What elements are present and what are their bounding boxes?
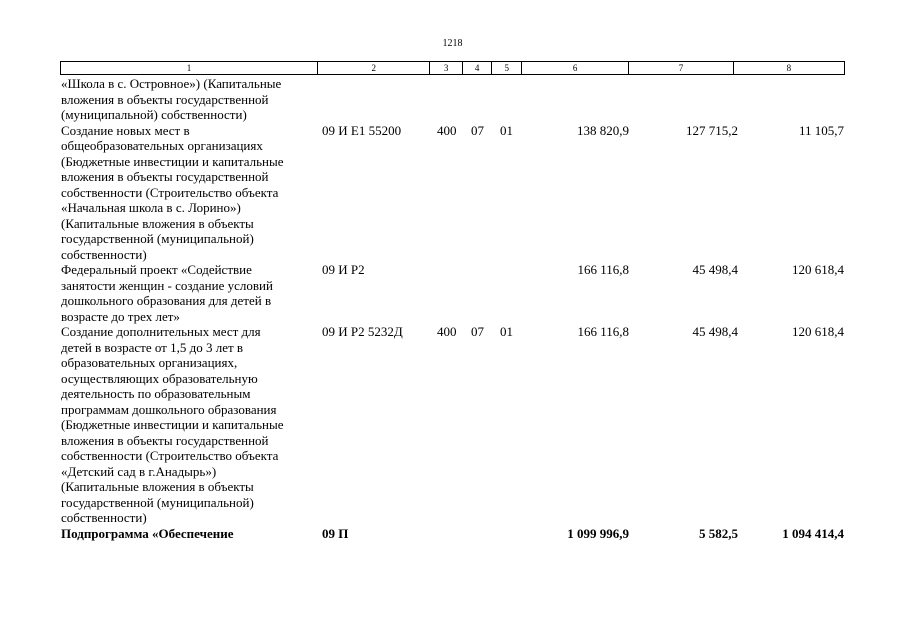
row-name-line: собственности): [61, 510, 147, 525]
row-name-line: вложения в объекты государственной: [61, 169, 269, 184]
row-name-line: государственной (муниципальной): [61, 231, 254, 246]
row-amount-col8: 120 618,4: [792, 324, 844, 339]
row-name-line: вложения в объекты государственной: [61, 91, 269, 107]
row-name-line: общеобразовательных организациях: [61, 138, 263, 153]
row-name-line: деятельность по образовательным: [61, 386, 251, 401]
row-name-line: Федеральный проект «Содействие: [61, 262, 252, 277]
row-amount-col7: 127 715,2: [686, 122, 738, 138]
row-name-line: собственности): [61, 246, 147, 262]
row-amount-col7: 45 498,4: [692, 262, 738, 277]
column-number-5: 5: [492, 62, 522, 74]
column-number-7: 7: [629, 62, 733, 74]
table-row: [0, 76, 905, 123]
row-section: 07: [471, 324, 484, 339]
row-name-line: Создание дополнительных мест для: [61, 324, 261, 339]
row-expense-type: 400: [437, 122, 457, 138]
row-subsection: 01: [500, 324, 513, 339]
row-name-line: (Бюджетные инвестиции и капитальные: [61, 153, 284, 169]
row-name-line: (Бюджетные инвестиции и капитальные: [61, 417, 284, 432]
row-name-line: (Капитальные вложения в объекты: [61, 479, 254, 494]
row-name-line: «Начальная школа в с. Лорино»): [61, 200, 241, 215]
row-name-line: собственности (Строительство объекта: [61, 448, 279, 463]
row-name: [61, 526, 323, 542]
row-name-line: осуществляющих образовательную: [61, 370, 258, 386]
row-name-line: «Детский сад в г.Анадырь»): [61, 463, 217, 479]
row-name-line: программам дошкольного образования: [61, 401, 277, 417]
table-row: [0, 526, 905, 542]
row-name-line: вложения в объекты государственной: [61, 432, 269, 448]
row-code: 09 И Р2: [322, 262, 365, 277]
row-expense-type: 400: [437, 324, 457, 339]
row-code: 09 И Е1 55200: [322, 122, 402, 138]
row-name-line: возрасте до трех лет»: [61, 308, 180, 324]
row-name-line: образовательных организациях,: [61, 355, 238, 370]
row-amount-total: 1 099 996,9: [567, 525, 629, 541]
row-code: 09 П: [322, 525, 349, 541]
row-name: [61, 123, 323, 263]
row-amount-col8: 120 618,4: [792, 262, 844, 277]
page-number: 1218: [442, 38, 463, 49]
row-code: 09 И Р2 5232Д: [322, 324, 403, 339]
column-number-2: 2: [318, 62, 430, 74]
row-amount-col7: 5 582,5: [699, 525, 738, 541]
row-name: [61, 262, 323, 324]
column-number-8: 8: [786, 63, 792, 73]
row-section: 07: [471, 122, 484, 138]
row-name-line: детей в возрасте от 1,5 до 3 лет в: [61, 339, 244, 355]
row-name-line: Создание новых мест в: [61, 122, 190, 138]
row-amount-col7: 45 498,4: [692, 324, 738, 339]
row-name-line: (Капитальные вложения в объекты: [61, 215, 254, 231]
row-amount-col8: 1 094 414,4: [782, 525, 844, 541]
column-number-6: 6: [522, 62, 629, 74]
row-subsection: 01: [500, 122, 513, 138]
row-name-line: государственной (муниципальной): [61, 494, 254, 510]
row-name-line: (муниципальной) собственности): [61, 107, 247, 122]
row-name: [61, 324, 323, 526]
table-row: [0, 262, 905, 324]
row-amount-total: 138 820,9: [577, 122, 629, 138]
row-name: [61, 76, 323, 123]
row-name-line: Подпрограмма «Обеспечение: [61, 525, 234, 541]
row-name-line: занятости женщин - создание условий: [61, 277, 273, 293]
column-number-1: 1: [61, 62, 318, 74]
column-number-4: 4: [463, 62, 493, 74]
table-column-header: [60, 61, 845, 75]
row-name-line: дошкольного образования для детей в: [61, 293, 272, 308]
row-amount-total: 166 116,8: [577, 262, 629, 277]
column-number-3: 3: [430, 62, 463, 74]
table-body: [0, 76, 905, 541]
table-row: [0, 324, 905, 526]
row-name-line: «Школа в с. Островное») (Капитальные: [61, 76, 282, 91]
table-row: [0, 123, 905, 263]
row-amount-total: 166 116,8: [577, 324, 629, 339]
row-name-line: собственности (Строительство объекта: [61, 184, 279, 200]
row-amount-col8: 11 105,7: [798, 122, 844, 138]
